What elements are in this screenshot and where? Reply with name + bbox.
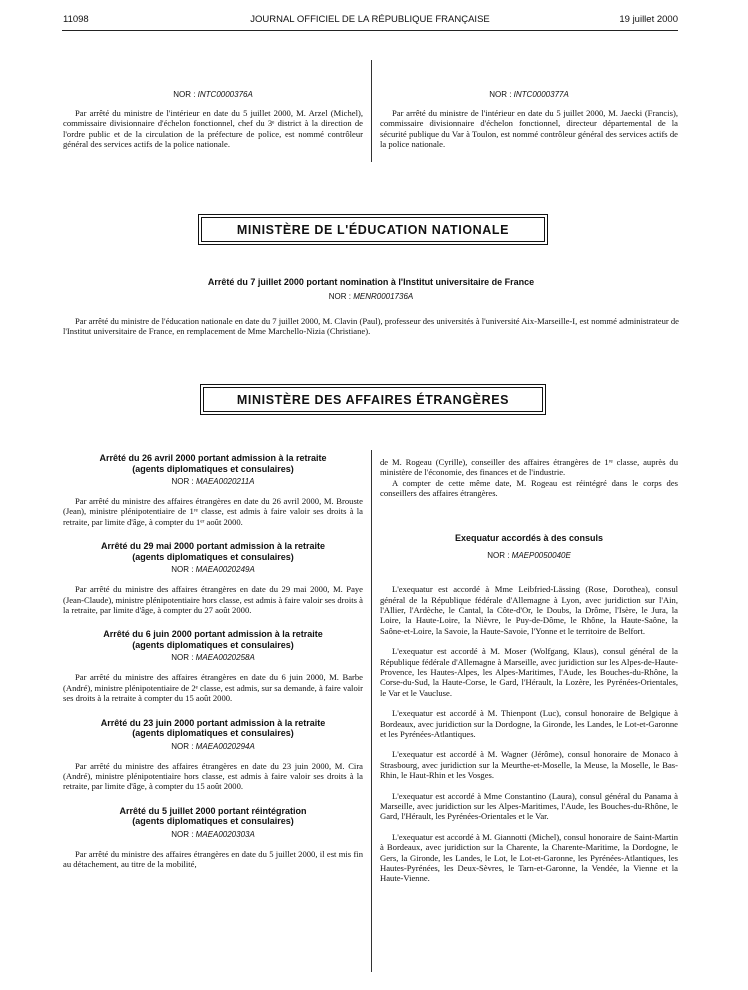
decree-title: Arrêté du 29 mai 2000 portant admission à la retraite bbox=[100, 541, 326, 552]
ministry-foreign-affairs-title: MINISTÈRE DES AFFAIRES ÉTRANGÈRES bbox=[203, 387, 543, 412]
decree-title: Arrêté du 23 juin 2000 portant admission à la retraite bbox=[100, 717, 326, 728]
exequatur-paragraph: L'exequatur est accordé à M. Giannotti (Michel), consul honoraire de Saint-Martin à Bordeaux, avec juridiction sur la Charente, la Charente-Maritime, la Dordogne, le Gers, la Gironde, les Landes, le Lot, le Lot-et-Garonne, les Pyrénées-Atlantiques, les Hautes-Pyrénées, les Deux-Sèvres, le Tarn-et-Garonne, la Vendée, la Vienne et la Haute-Vienne. bbox=[380, 831, 678, 884]
nor-line: NOR : MAEA0020249A bbox=[171, 565, 255, 575]
decree-text: Par arrêté du ministre de l'intérieur en date du 5 juillet 2000, M. Arzel (Michel), commissaire divisionnaire d'échelon fonctionnel, chef du 3ᵉ district à la direction de l'ordre public et de la circulation de la préfecture de police, est nommé contrôleur général des services actifs de la police nationale. bbox=[63, 108, 363, 150]
education-nor-line: NOR : MENR0001736A bbox=[328, 292, 414, 301]
header-rule bbox=[62, 30, 678, 31]
education-paragraph-block bbox=[63, 316, 679, 337]
foreign-left-column bbox=[63, 453, 363, 870]
continued-text: A compter de cette même date, M. Rogeau est réintégré dans le corps des conseillers des affaires étrangères. bbox=[380, 477, 678, 499]
exequatur-paragraph: L'exequatur est accordé à Mme Leibfried-Lässing (Rose, Dorothea), consul général de la République fédérale d'Allemagne à Lyon, avec juridiction sur l'Ain, l'Allier, l'Ardèche, le Cantal, la Côte-d'Or, le Doubs, la Drôme, l'Isère, le Jura, la Loire, la Haute-Loire, la Nièvre, le Puy-de-Dôme, le Rhône, la Haute-Saône, la Saône-et-Loire, la Savoie, la Haute-Savoie, l'Yonne et le territoire de Belfort. bbox=[380, 584, 678, 636]
decree-subtitle: (agents diplomatiques et consulaires) bbox=[132, 639, 294, 650]
issue-date: 19 juillet 2000 bbox=[619, 14, 678, 25]
decree-block bbox=[63, 629, 363, 703]
decree-title: Arrêté du 6 juin 2000 portant admission à la retraite bbox=[103, 629, 323, 640]
decree-text: Par arrêté du ministre des affaires étrangères en date du 23 juin 2000, M. Cira (André), ministre plénipotentiaire hors classe, est admis à faire valoir ses droits à la retraite, par limite d'âge, à compter du 15 août 2000. bbox=[63, 760, 363, 792]
ministry-education-box bbox=[198, 214, 548, 245]
nor-line: NOR : INTC0000377A bbox=[489, 90, 569, 99]
continued-text: de M. Rogeau (Cyrille), conseiller des affaires étrangères de 1ʳᵉ classe, auprès du ministère de l'économie, des finances et de l'industrie. bbox=[380, 457, 678, 478]
decree-text: Par arrêté du ministre des affaires étrangères en date du 6 juin 2000, M. Barbe (André), ministre plénipotentiaire de 2ᵉ classe, est admis, sur sa demande, à faire valoir ses droits à la retraite à compter du 15 août 2000. bbox=[63, 672, 363, 704]
decree-title: Arrêté du 5 juillet 2000 portant réintégration bbox=[119, 805, 307, 816]
nor-line: NOR : MAEA0020258A bbox=[171, 653, 255, 663]
decree-text: Par arrêté du ministre de l'intérieur en date du 5 juillet 2000, M. Jaecki (Francis), commissaire divisionnaire d'échelon fonctionnel, directeur départemental de la sécurité publique du Var à Toulon, est nommé contrôleur général des services actifs de la police nationale. bbox=[380, 108, 678, 150]
decree-block bbox=[63, 453, 363, 527]
decree-subtitle: (agents diplomatiques et consulaires) bbox=[132, 816, 294, 827]
exequatur-paragraph: L'exequatur est accordé à M. Thienpont (Luc), consul honoraire de Belgique à Bordeaux, avec juridiction sur la Dordogne, la Gironde, les Landes, le Lot-et-Garonne et les Pyrénées-Atlantiques. bbox=[380, 708, 678, 739]
decree-block bbox=[63, 541, 363, 615]
decree-text: Par arrêté du ministre des affaires étrangères en date du 5 juillet 2000, il est mis fin au détachement, au titre de la mobilité, bbox=[63, 848, 363, 870]
decree-subtitle: (agents diplomatiques et consulaires) bbox=[132, 463, 294, 474]
decree-block bbox=[63, 806, 363, 870]
top-left-column bbox=[63, 90, 363, 150]
foreign-right-column bbox=[380, 457, 678, 884]
education-decree-text: Par arrêté du ministre de l'éducation nationale en date du 7 juillet 2000, M. Clavin (Paul), professeur des universités à l'université Aix-Marseille-I, est nommé administrateur de l'Institut universitaire de France, en remplacement de Mme Marchello-Nizia (Christiane). bbox=[63, 316, 679, 337]
ministry-foreign-affairs-box bbox=[200, 384, 546, 415]
page-number: 11098 bbox=[63, 14, 89, 25]
top-right-column bbox=[380, 90, 678, 150]
exequatur-title: Exequatur accordés à des consuls bbox=[454, 532, 604, 543]
decree-text: Par arrêté du ministre des affaires étrangères en date du 29 mai 2000, M. Paye (Jean-Claude), ministre plénipotentiaire hors classe, est admis à faire valoir ses droits à la retraite, par limite d'âge, à compter du 27 août 2000. bbox=[63, 584, 363, 616]
journal-title: JOURNAL OFFICIEL DE LA RÉPUBLIQUE FRANÇAISE bbox=[250, 14, 490, 25]
column-divider bbox=[371, 450, 372, 972]
decree-block bbox=[63, 718, 363, 792]
nor-line: NOR : MAEA0020294A bbox=[171, 741, 255, 751]
exequatur-paragraph: L'exequatur est accordé à M. Moser (Wolfgang, Klaus), consul général de la République fédérale d'Allemagne à Marseille, avec juridiction sur les Alpes-de-Haute-Provence, les Hautes-Alpes, les Alpes-Maritimes, l'Aude, les Bouches-du-Rhône, la Corse-du-Sud, la Haute-Corse, le Gard, l'Hérault, la Lozère, les Pyrénées-Orientales, le Var et le Vaucluse. bbox=[380, 646, 678, 698]
column-divider bbox=[371, 60, 372, 162]
nor-line: NOR : MAEA0020303A bbox=[171, 829, 255, 839]
nor-line: NOR : INTC0000376A bbox=[173, 90, 253, 99]
education-decree-title: Arrêté du 7 juillet 2000 portant nomination à l'Institut universitaire de France bbox=[207, 277, 535, 287]
exequatur-nor-line: NOR : MAEP0050040E bbox=[487, 551, 571, 561]
decree-subtitle: (agents diplomatiques et consulaires) bbox=[132, 551, 294, 562]
decree-text: Par arrêté du ministre des affaires étrangères en date du 26 avril 2000, M. Brouste (Jean), ministre plénipotentiaire de 1ʳᵉ classe, est admis à faire valoir ses droits à la retraite, par limite d'âge, à compter du 1ᵉʳ août 2000. bbox=[63, 496, 363, 527]
nor-line: NOR : MAEA0020211A bbox=[171, 477, 255, 486]
decree-subtitle: (agents diplomatiques et consulaires) bbox=[132, 728, 294, 739]
decree-title: Arrêté du 26 avril 2000 portant admission à la retraite bbox=[99, 453, 327, 463]
exequatur-paragraph: L'exequatur est accordé à M. Wagner (Jérôme), consul honoraire de Monaco à Strasbourg, avec juridiction sur la Meurthe-et-Moselle, la Meuse, la Moselle, le Bas-Rhin, le Haut-Rhin et les Vosges. bbox=[380, 749, 678, 781]
exequatur-paragraph: L'exequatur est accordé à Mme Constantino (Laura), consul général du Panama à Marseille, avec juridiction sur les Alpes-Maritimes, l'Aude, les Bouches-du-Rhône, le Gard, l'Hérault, les Pyrénées-Orientales et le Var. bbox=[380, 790, 678, 822]
ministry-education-title: MINISTÈRE DE L'ÉDUCATION NATIONALE bbox=[201, 217, 545, 242]
